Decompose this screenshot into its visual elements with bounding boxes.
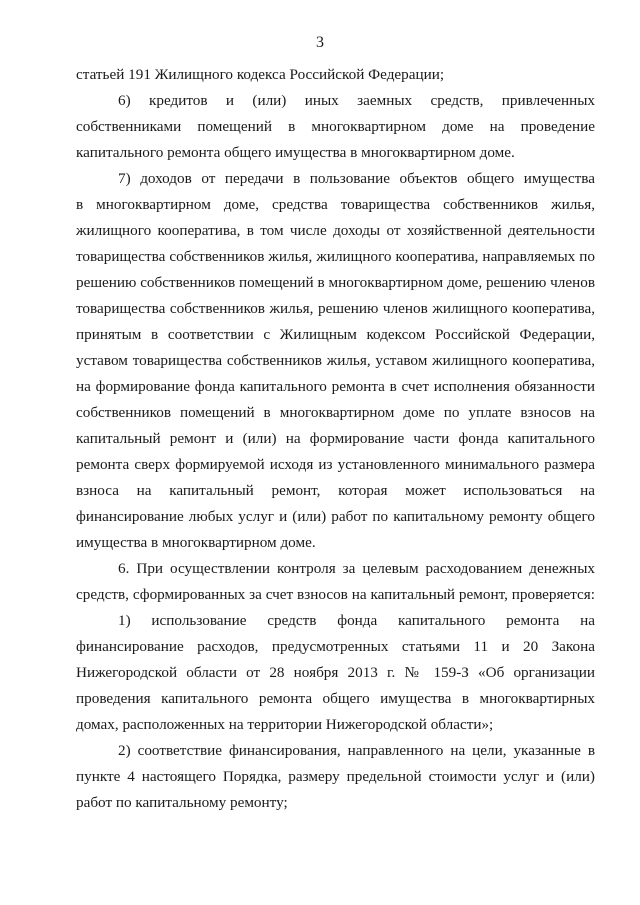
text-line: капитальный ремонт и (или) на формирование части фонда капитального <box>76 430 595 447</box>
text-line: на формирование фонда капитального ремонта в счет исполнения обязанности <box>76 378 595 395</box>
document-body <box>76 62 595 816</box>
text-line: статьей 191 Жилищного кодекса Российской Федерации; <box>76 66 445 83</box>
text-line: 7) доходов от передачи в пользование объектов общего имущества <box>118 170 595 187</box>
text-line: жилищного кооператива, в том числе доходы от хозяйственной деятельности <box>76 222 595 239</box>
text-line: решению собственников помещений в многоквартирном доме, решению членов <box>76 274 595 291</box>
text-line: работ по капитальному ремонту; <box>76 794 288 811</box>
text-line: пункте 4 настоящего Порядка, размеру предельной стоимости услуг и (или) <box>76 768 595 785</box>
text-line: 1) использование средств фонда капитального ремонта на <box>118 612 595 629</box>
text-line: в многоквартирном доме, средства товарищества собственников жилья, <box>76 196 595 213</box>
text-line: капитального ремонта общего имущества в многоквартирном доме. <box>76 144 515 161</box>
text-line: проведения капитального ремонта общего имущества в многоквартирных <box>76 690 595 707</box>
text-line: домах, расположенных на территории Нижегородской области»; <box>76 716 494 733</box>
page-number: 3 <box>316 34 324 51</box>
text-line: финансирование расходов, предусмотренных статьями 11 и 20 Закона <box>76 638 595 655</box>
text-line: собственников помещений в многоквартирном доме по уплате взносов на <box>76 404 595 421</box>
text-line: взноса на капитальный ремонт, которая может использоваться на <box>76 482 595 499</box>
text-line: Нижегородской области от 28 ноября 2013 г. № 159-З «Об организации <box>76 664 595 681</box>
text-line: товарищества собственников жилья, решению членов жилищного кооператива, <box>76 300 595 317</box>
text-line: имущества в многоквартирном доме. <box>76 534 316 551</box>
text-line: 2) соответствие финансирования, направленного на цели, указанные в <box>118 742 595 759</box>
text-line: уставом товарищества собственников жилья, уставом жилищного кооператива, <box>76 352 595 369</box>
text-line: 6) кредитов и (или) иных заемных средств, привлеченных <box>118 92 595 109</box>
text-line: финансирование любых услуг и (или) работ по капитальному ремонту общего <box>76 508 595 525</box>
text-line: принятым в соответствии с Жилищным кодексом Российской Федерации, <box>76 326 595 343</box>
text-line: средств, сформированных за счет взносов на капитальный ремонт, проверяется: <box>76 586 595 603</box>
text-line: собственниками помещений в многоквартирном доме на проведение <box>76 118 595 135</box>
text-line: товарищества собственников жилья, жилищного кооператива, направляемых по <box>76 248 595 265</box>
text-line: ремонта сверх формируемой исходя из установленного минимального размера <box>76 456 595 473</box>
text-line: 6. При осуществлении контроля за целевым расходованием денежных <box>118 560 595 577</box>
